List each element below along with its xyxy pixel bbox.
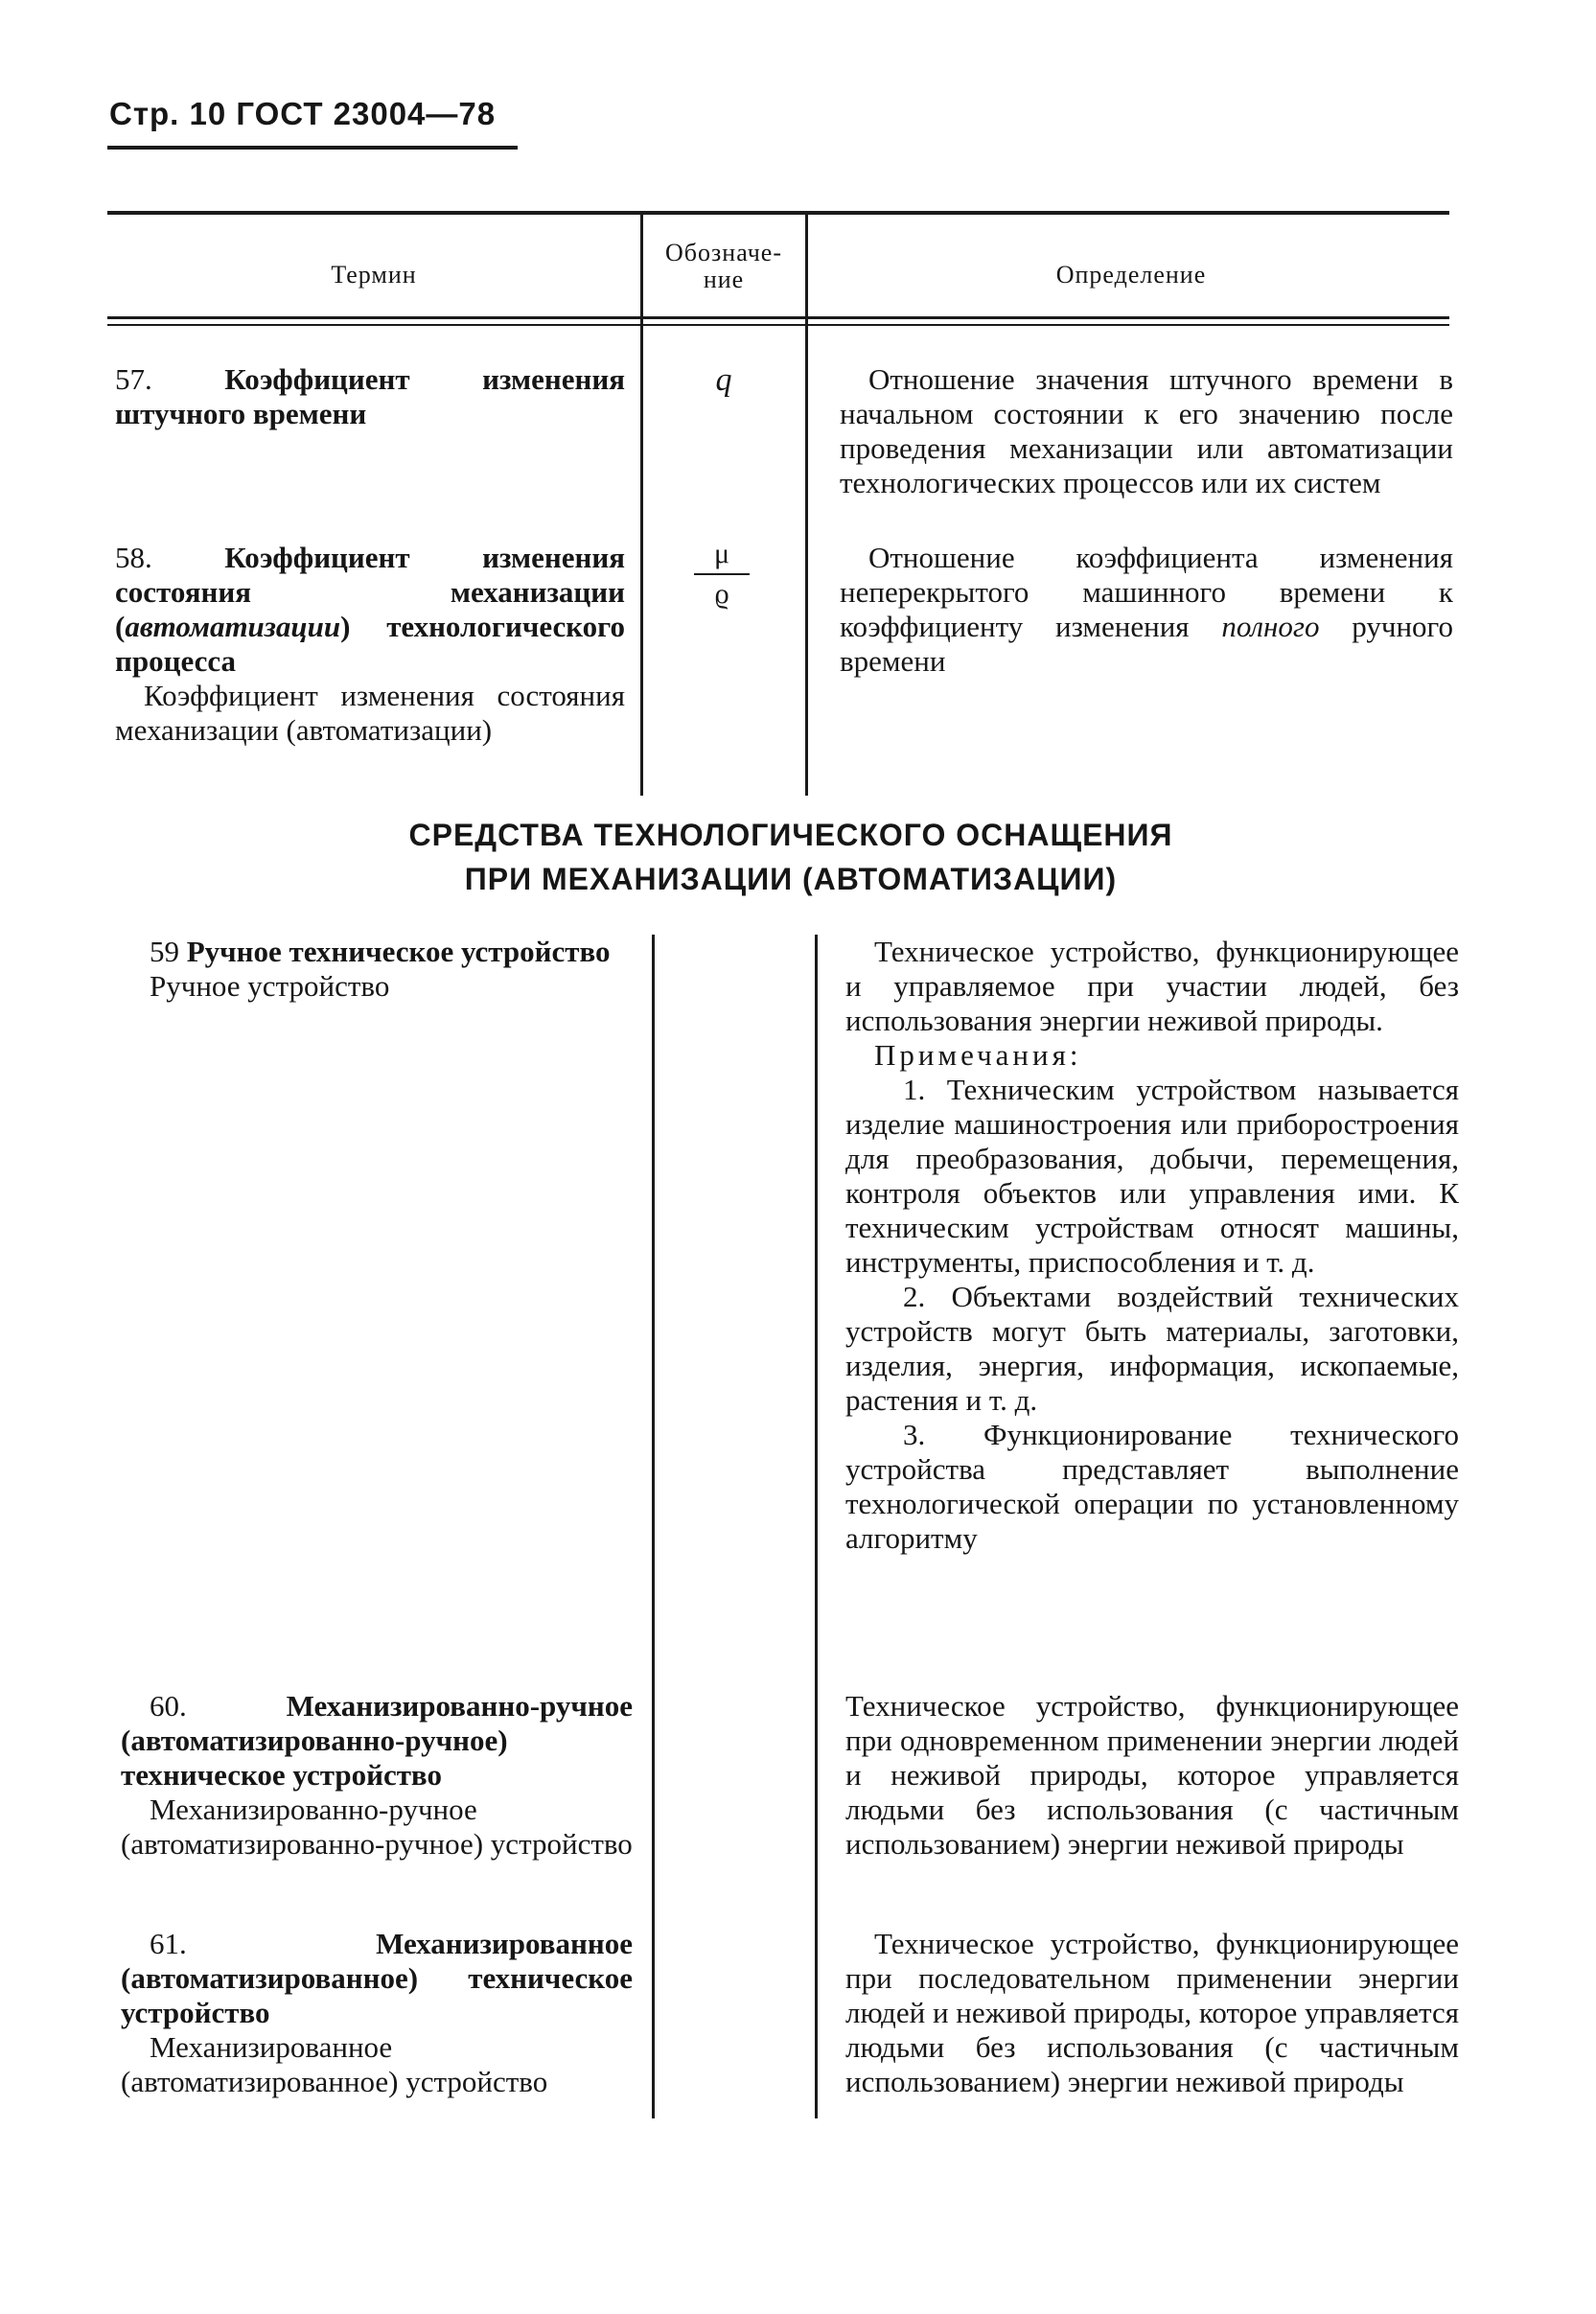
table-head-rule-2 xyxy=(107,324,1449,326)
term-number: 57. xyxy=(115,362,152,396)
definition-61: Техническое устройство, функционирующее при последовательном применении энергии людей и неживой природы, которое управляется людьми без использования (с частичным использованием) энергии неживой природы xyxy=(845,1927,1459,2098)
definition-60: Техническое устройство, функционирующее при одновременном применении энергии людей и неживой природы, которое управляется людьми без использования (с частичным использованием) энергии неживой природы xyxy=(845,1689,1459,1861)
col-header-term: Термин xyxy=(331,261,417,289)
term-synonym: Механизированно-ручное (автоматизированно-ручное) устройство xyxy=(121,1793,633,1861)
symbol-numerator: μ xyxy=(713,538,730,569)
symbol-57: q xyxy=(715,362,732,398)
term-number: 58. xyxy=(115,541,152,574)
definition-text-a: Отношение коэффициента изменения неперекрытого машинного времени к коэффициенту изменения xyxy=(840,541,1453,643)
symbol-denominator: ϱ xyxy=(714,578,729,610)
term-59 xyxy=(121,935,633,1004)
term-number: 61. xyxy=(150,1927,187,1960)
table-head-rule-1 xyxy=(107,316,1449,319)
notes-title: Примечания: xyxy=(874,1038,1082,1072)
term-text-c: ) технологического процесса xyxy=(115,610,625,678)
definition-58 xyxy=(840,541,1453,679)
term-text-b: автоматизации xyxy=(125,610,341,643)
definition-59 xyxy=(845,935,1459,1556)
term-58 xyxy=(115,541,625,748)
symbol-fraction-bar xyxy=(694,573,750,575)
col-header-symbol xyxy=(644,240,803,293)
term-text: Ручное техническое устройство xyxy=(186,935,611,968)
note-2: 2. Объектами воздействий технических устройств могут быть материалы, заготовки, изделия, энергия, информация, ископаемые, растения и т. д. xyxy=(845,1280,1459,1417)
term-number: 60. xyxy=(150,1689,187,1723)
term-61 xyxy=(121,1927,633,2099)
definition-text-b: полного xyxy=(1221,610,1320,643)
term-number: 59 xyxy=(150,935,179,968)
symbol-58 xyxy=(688,537,755,612)
term-60 xyxy=(121,1689,633,1862)
term-synonym: Ручное устройство xyxy=(150,969,390,1003)
section-title-line1: СРЕДСТВА ТЕХНОЛОГИЧЕСКОГО ОСНАЩЕНИЯ xyxy=(408,818,1173,852)
note-3: 3. Функционирование технического устройства представляет выполнение технологической операции по установленному алгоритму xyxy=(845,1418,1459,1555)
col-sep-2 xyxy=(805,213,808,796)
col-header-definition: Определение xyxy=(1055,261,1207,289)
definition-57: Отношение значения штучного времени в начальном состоянии к его значению после проведения механизации или автоматизации технологических процессов или их систем xyxy=(840,362,1453,499)
term-text: Механизированное (автоматизированное) техническое устройство xyxy=(121,1927,633,2029)
term-synonym: Механизированное (автоматизированное) устройство xyxy=(121,2030,548,2098)
term-text: Коэффициент изменения штучного времени xyxy=(115,362,625,430)
term-text-a: Коэффициент изменения состояния механизации ( xyxy=(115,541,625,643)
term-synonym: Коэффициент изменения состояния механизации (автоматизации) xyxy=(115,679,625,747)
page-header: Стр. 10 ГОСТ 23004—78 xyxy=(109,96,497,131)
col-sep-lower-1 xyxy=(652,935,655,2118)
col-header-symbol-line2: ние xyxy=(703,266,745,293)
col-sep-1 xyxy=(640,213,643,796)
section-title-line2: ПРИ МЕХАНИЗАЦИИ (АВТОМАТИЗАЦИИ) xyxy=(464,862,1118,896)
note-1: 1. Техническим устройством называется изделие машиностроения или приборостроения для преобразования, добычи, перемещения, контроля объектов или управления ими. К техническим устройствам относят машины, инструменты, приспособления и т. д. xyxy=(845,1073,1459,1279)
header-underline xyxy=(107,146,518,150)
definition-text-c: ручного времени xyxy=(840,610,1453,678)
col-header-symbol-line1: Обозначе- xyxy=(665,239,782,266)
section-title xyxy=(288,813,1294,901)
definition-text: Техническое устройство, функционирующее и управляемое при участии людей, без использования энергии неживой природы. xyxy=(845,935,1459,1037)
term-text: Механизированно-ручное (автоматизированно-ручное) техническое устройство xyxy=(121,1689,633,1792)
table-top-rule xyxy=(107,211,1449,215)
term-57 xyxy=(115,362,625,431)
col-sep-lower-2 xyxy=(815,935,818,2118)
